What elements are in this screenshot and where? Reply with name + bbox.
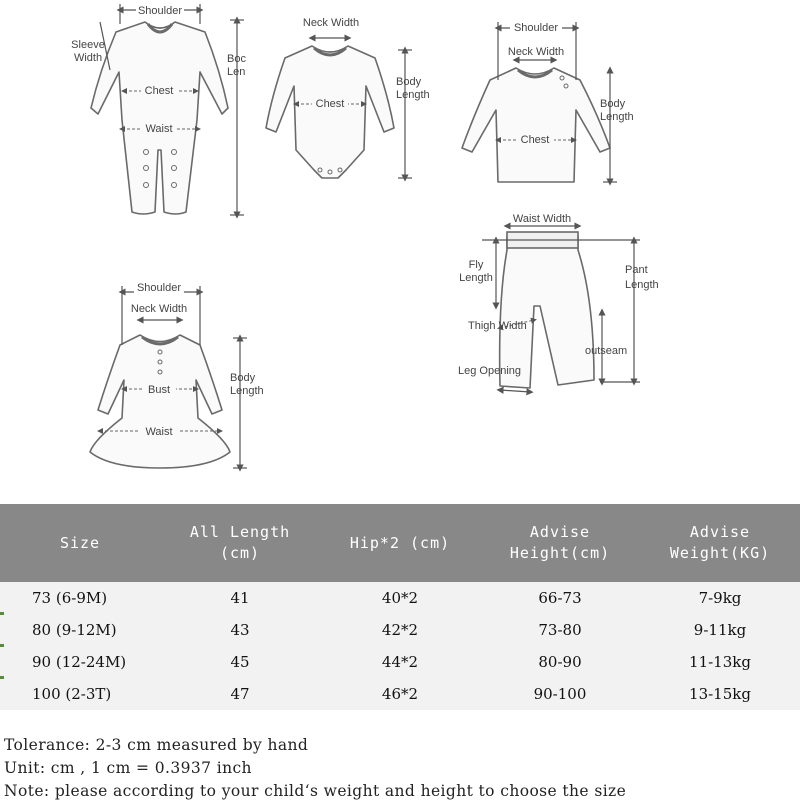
dress-drawing	[90, 282, 264, 468]
cell-hip: 42*2	[381, 621, 419, 639]
size-notes	[4, 734, 800, 803]
size-advice-note: Note: please according to your child‘s weight and height to choose the size	[4, 782, 627, 800]
dress-waist-label: Waist	[145, 426, 173, 438]
romper-shoulder-label: Shoulder	[137, 5, 183, 17]
cell-all-length: 45	[230, 653, 250, 671]
pants-pant-length-label-1: Pant	[625, 264, 648, 276]
unit-note: Unit: cm , 1 cm = 0.3937 inch	[4, 759, 252, 777]
pants-outseam-label: outseam	[585, 345, 628, 357]
romper-body-length-label-1: Boc	[227, 53, 246, 65]
top-body-length-label-2: Length	[600, 111, 634, 123]
table-row	[0, 614, 800, 646]
cell-all-length: 47	[230, 685, 250, 703]
bodysuit-body-length-label-1: Body	[396, 76, 422, 88]
row-marker	[0, 644, 4, 647]
table-row	[0, 646, 800, 678]
dress-shoulder-label: Shoulder	[136, 282, 182, 294]
header-advise-height	[480, 504, 640, 582]
bodysuit-chest-label: Chest	[315, 98, 345, 110]
row-marker	[0, 676, 4, 679]
cell-weight: 11-13kg	[689, 653, 751, 671]
bodysuit-body-length-label-2: Length	[396, 89, 430, 101]
cell-height: 73-80	[538, 621, 582, 639]
cell-size: 80 (9-12M)	[32, 621, 117, 639]
romper-body-length-label-2: Len	[227, 66, 246, 78]
header-advise-weight-line2: Weight(KG)	[669, 544, 771, 562]
cell-height: 90-100	[533, 685, 587, 703]
top-body-length-label-1: Body	[600, 98, 626, 110]
cell-weight: 13-15kg	[689, 685, 751, 703]
table-row	[0, 582, 800, 614]
cell-weight: 9-11kg	[693, 621, 747, 639]
cell-weight: 7-9kg	[698, 589, 742, 607]
top-drawing	[462, 20, 634, 182]
pants-leg-opening-label: Leg Opening	[458, 365, 521, 377]
cell-size: 73 (6-9M)	[32, 589, 108, 607]
top-shoulder-label: Shoulder	[513, 22, 559, 34]
header-all-length-line2: (cm)	[219, 544, 261, 562]
header-advise-height-line1: Advise	[529, 523, 591, 541]
romper-chest-label: Chest	[144, 85, 174, 97]
pants-thigh-width-label: Thigh Width	[468, 320, 527, 332]
table-header-row	[0, 504, 800, 582]
cell-height: 66-73	[538, 589, 582, 607]
cell-hip: 44*2	[381, 653, 419, 671]
tolerance-note: Tolerance: 2-3 cm measured by hand	[4, 736, 309, 754]
header-advise-weight	[640, 504, 800, 582]
cell-all-length: 43	[230, 621, 250, 639]
size-table	[0, 504, 800, 710]
row-marker	[0, 612, 4, 615]
header-size-text: Size	[59, 533, 101, 552]
dress-neck-width-label: Neck Width	[130, 303, 188, 315]
table-row	[0, 678, 800, 710]
top-neck-width-label: Neck Width	[507, 46, 565, 58]
header-advise-height-line2: Height(cm)	[509, 544, 611, 562]
size-chart	[0, 504, 800, 710]
pants-drawing	[458, 213, 659, 392]
cell-height: 80-90	[538, 653, 582, 671]
romper-sleeve-label-1: Sleeve	[71, 39, 105, 51]
pants-fly-length-label-2: Length	[459, 272, 493, 284]
pants-pant-length-label-2: Length	[625, 279, 659, 291]
cell-size: 90 (12-24M)	[32, 653, 127, 671]
header-advise-weight-line1: Advise	[689, 523, 751, 541]
romper-sleeve-label-2: Width	[73, 52, 103, 64]
cell-hip: 40*2	[381, 589, 419, 607]
header-hip	[320, 504, 480, 582]
header-all-length	[160, 504, 320, 582]
bodysuit-drawing	[266, 17, 430, 178]
pants-waist-width-label: Waist Width	[512, 213, 572, 225]
dress-body-length-label-2: Length	[230, 385, 264, 397]
bodysuit-neck-width-label: Neck Width	[302, 17, 360, 29]
top-chest-label: Chest	[520, 134, 550, 146]
cell-hip: 46*2	[381, 685, 419, 703]
header-hip-text: Hip*2 (cm)	[349, 533, 451, 552]
dress-bust-label: Bust	[147, 384, 171, 396]
cell-size: 100 (2-3T)	[32, 685, 112, 703]
header-size	[0, 504, 160, 582]
pants-fly-length-label-1: Fly	[468, 259, 484, 271]
romper-drawing	[71, 3, 246, 215]
dress-body-length-label-1: Body	[230, 372, 256, 384]
cell-all-length: 41	[230, 589, 250, 607]
romper-waist-label: Waist	[145, 123, 173, 135]
header-all-length-line1: All Length	[189, 523, 291, 541]
